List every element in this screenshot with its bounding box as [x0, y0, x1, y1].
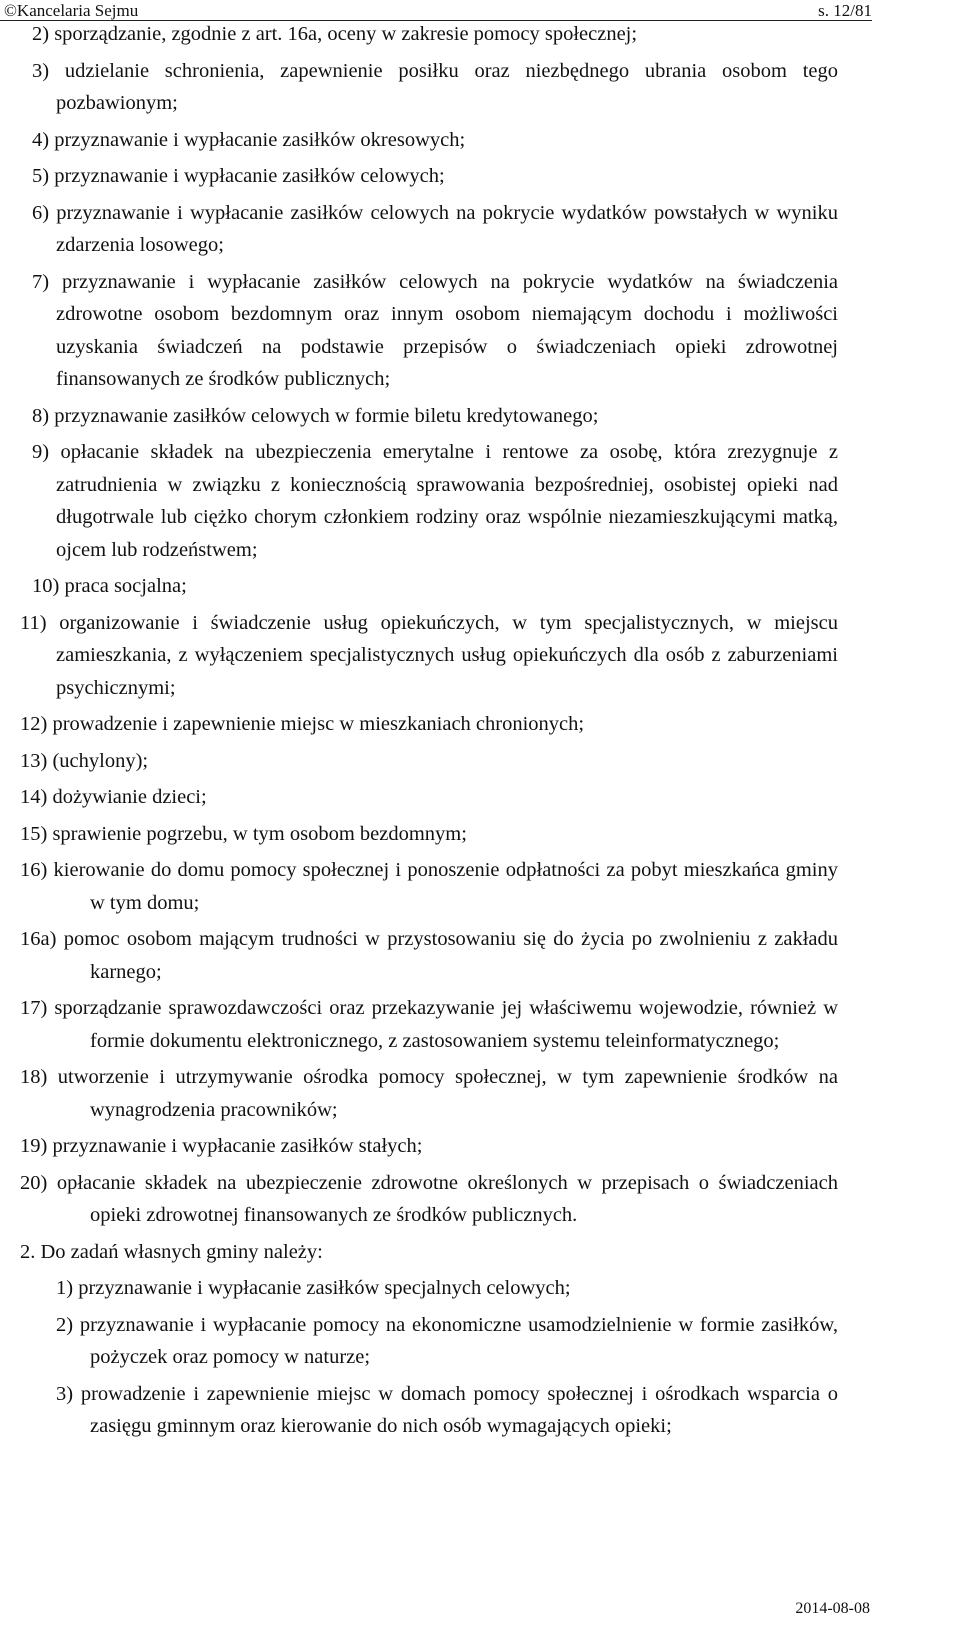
list-item: 2) przyznawanie i wypłacanie pomocy na ekonomiczne usamodzielnienie w formie zasiłków, pożyczek oraz pomocy w naturze; — [56, 1313, 838, 1368]
list-item: 9) opłacanie składek na ubezpieczenia emerytalne i rentowe za osobę, która zrezygnuje z zatrudnienia w związku z koniecznością sprawowania bezpośredniej, osobistej opieki nad długotrwale lub ciężko chorym członkiem rodziny oraz wspólnie niezamieszkującymi matką, ojcem lub rodzeństwem; — [32, 441, 838, 561]
list-item: 16a) pomoc osobom mającym trudności w przystosowaniu się do życia po zwolnieniu z zakładu karnego; — [20, 928, 838, 983]
list-item: 6) przyznawanie i wypłacanie zasiłków celowych na pokrycie wydatków powstałych w wyniku zdarzenia losowego; — [32, 201, 838, 256]
document-date: 2014-08-08 — [795, 1600, 870, 1617]
list-item: 3) prowadzenie i zapewnienie miejsc w domach pomocy społecznej i ośrodkach wsparcia o zasięgu gminnym oraz kierowanie do nich osób wymagających opieki; — [56, 1382, 838, 1437]
page-number: s. 12/81 — [818, 1, 872, 20]
list-item: 16) kierowanie do domu pomocy społecznej i ponoszenie odpłatności za pobyt mieszkańca gminy w tym domu; — [20, 859, 838, 914]
list-item: 5) przyznawanie i wypłacanie zasiłków celowych; — [32, 165, 445, 187]
list-item: 8) przyznawanie zasiłków celowych w formie biletu kredytowanego; — [32, 404, 599, 427]
list-item: 17) sporządzanie sprawozdawczości oraz przekazywanie jej właściwemu wojewodzie, również w formie dokumentu elektronicznego, z zastosowaniem systemu teleinformatycznego; — [20, 997, 838, 1052]
list-item: 13) (uchylony); — [20, 749, 149, 772]
list-item: 19) przyznawanie i wypłacanie zasiłków stałych; — [20, 1135, 423, 1157]
section-heading: 2. Do zadań własnych gminy należy: — [20, 1240, 323, 1263]
list-item: 3) udzielanie schronienia, zapewnienie posiłku oraz niezbędnego ubrania osobom tego pozbawionym; — [32, 59, 838, 114]
list-item: 2) sporządzanie, zgodnie z art. 16a, oceny w zakresie pomocy społecznej; — [32, 23, 638, 45]
list-item: 14) dożywianie dzieci; — [20, 786, 207, 808]
list-item: 4) przyznawanie i wypłacanie zasiłków okresowych; — [32, 128, 466, 151]
list-item: 15) sprawienie pogrzebu, w tym osobom bezdomnym; — [20, 822, 467, 845]
list-item: 18) utworzenie i utrzymywanie ośrodka pomocy społecznej, w tym zapewnienie środków na wynagrodzenia pracowników; — [20, 1066, 838, 1121]
document-body — [0, 18, 960, 1447]
list-item: 11) organizowanie i świadczenie usług opiekuńczych, w tym specjalistycznych, w miejscu zamieszkania, z wyłączeniem specjalistycznych usług opiekuńczych dla osób z zaburzeniami psychicznymi; — [20, 611, 838, 699]
list-item: 20) opłacanie składek na ubezpieczenie zdrowotne określonych w przepisach o świadczeniach opieki zdrowotnej finansowanych ze środków publicznych. — [20, 1171, 838, 1226]
copyright-label: ©Kancelaria Sejmu — [4, 1, 139, 20]
list-item: 10) praca socjalna; — [32, 575, 187, 597]
list-item: 1) przyznawanie i wypłacanie zasiłków specjalnych celowych; — [56, 1277, 571, 1299]
list-item: 12) prowadzenie i zapewnienie miejsc w mieszkaniach chronionych; — [20, 713, 585, 735]
list-item: 7) przyznawanie i wypłacanie zasiłków celowych na pokrycie wydatków na świadczenia zdrowotne osobom bezdomnym oraz innym osobom niemającym dochodu i możliwości uzyskania świadczeń na podstawie przepisów o świadczeniach opieki zdrowotnej finansowanych ze środków publicznych; — [32, 270, 838, 390]
